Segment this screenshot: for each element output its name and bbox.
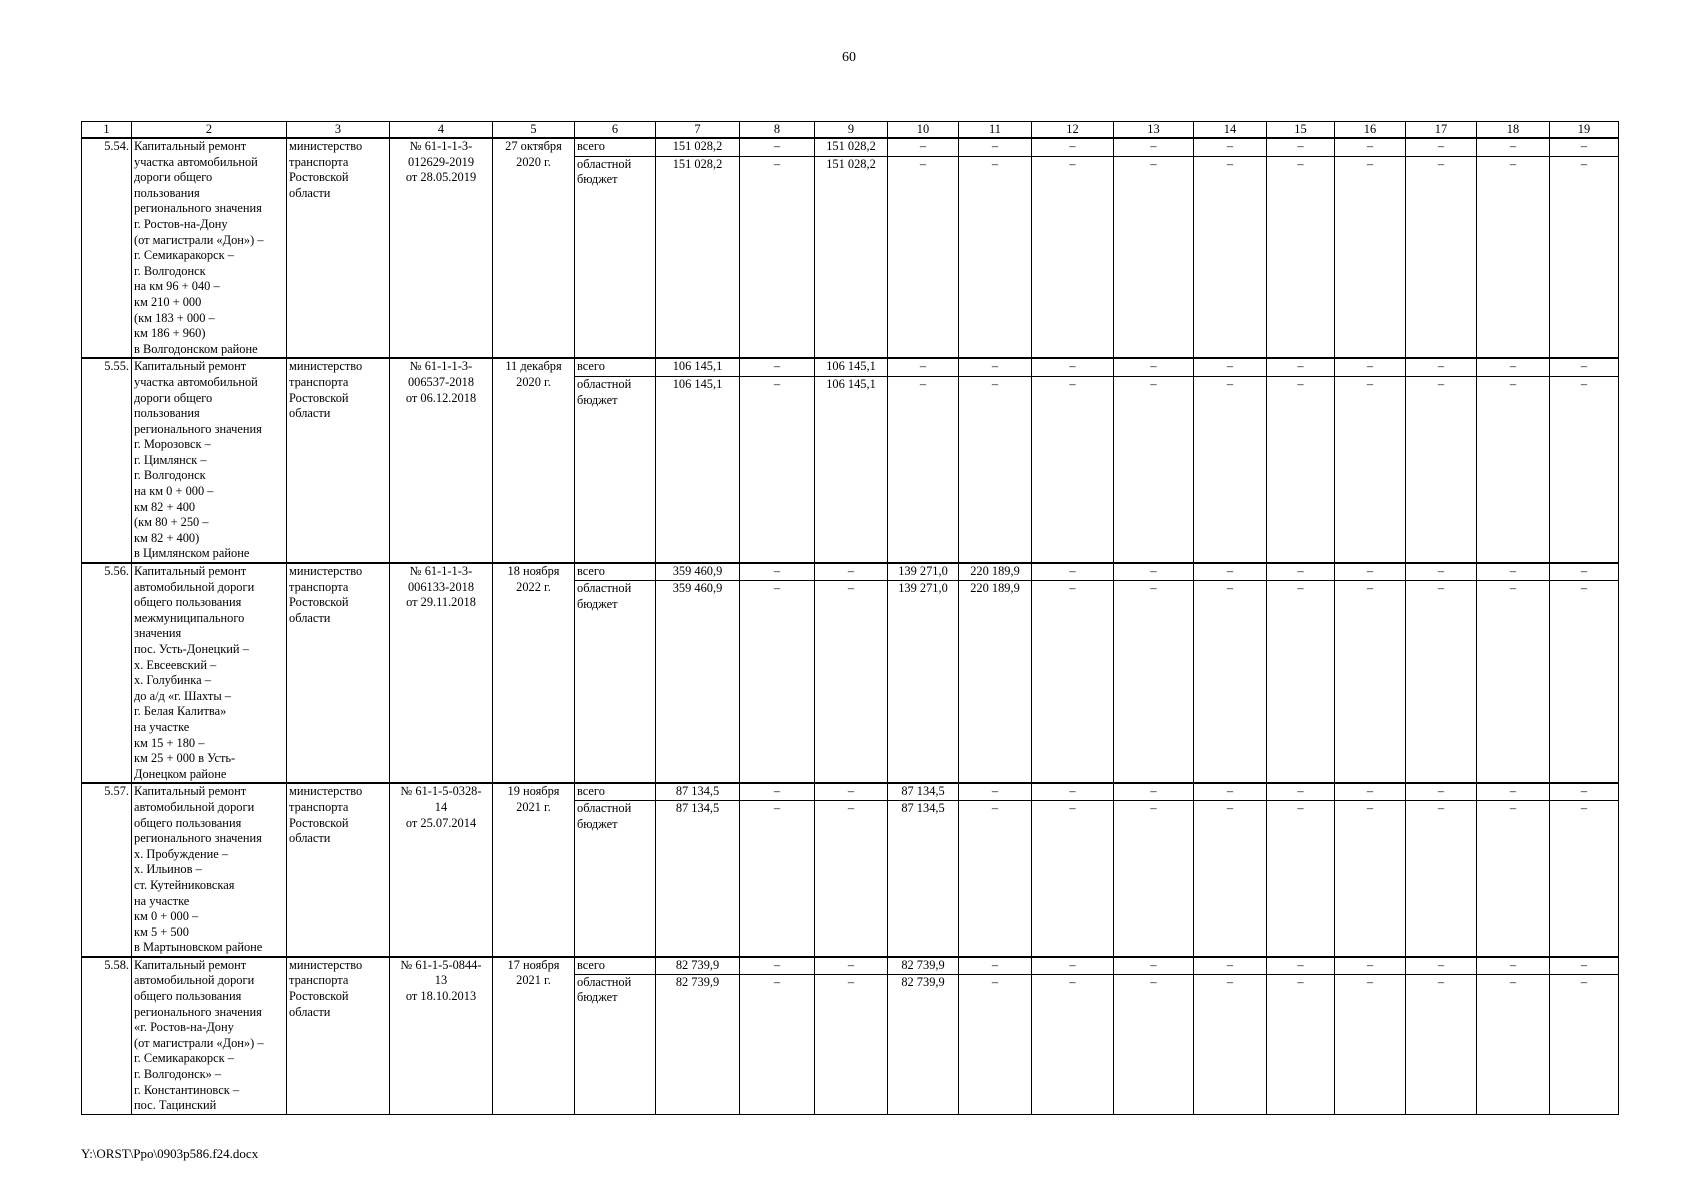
amount-cell: –	[1267, 801, 1335, 957]
amount-cell: –	[740, 974, 815, 1114]
amount-cell: 87 134,5	[656, 801, 740, 957]
amount-cell: 151 028,2	[815, 156, 888, 358]
amount-cell: –	[815, 974, 888, 1114]
amount-cell: –	[1477, 957, 1550, 974]
column-header-7: 7	[656, 122, 740, 139]
amount-cell: –	[1550, 581, 1619, 784]
amount-cell: –	[888, 377, 959, 563]
amount-cell: –	[1477, 138, 1550, 156]
amount-cell: –	[1194, 563, 1267, 581]
amount-cell: –	[1032, 801, 1114, 957]
completion-date: 17 ноября 2021 г.	[493, 957, 575, 1114]
column-header-19: 19	[1550, 122, 1619, 139]
object-name: Капитальный ремонт участка автомобильной дороги общего пользования регионального значения г. Морозовск – г. Цимлянск – г. Волгодонск на км 0 + 000 – км 82 + 400 (км 80 + 250 – км 82 + 400) в Цимлянском районе	[132, 358, 287, 563]
amount-cell: –	[959, 801, 1032, 957]
column-header-14: 14	[1194, 122, 1267, 139]
document-number: № 61-1-5-0328- 14 от 25.07.2014	[390, 783, 493, 957]
funding-source-regional-budget: областной бюджет	[575, 377, 656, 563]
amount-cell: –	[888, 138, 959, 156]
amount-cell: –	[1550, 563, 1619, 581]
amount-cell: –	[1550, 358, 1619, 376]
funding-source-regional-budget: областной бюджет	[575, 974, 656, 1114]
amount-cell: 82 739,9	[888, 957, 959, 974]
column-header-9: 9	[815, 122, 888, 139]
amount-cell: 82 739,9	[656, 957, 740, 974]
amount-cell: –	[1114, 783, 1194, 800]
organization: министерство транспорта Ростовской области	[287, 957, 390, 1114]
amount-cell: –	[1194, 358, 1267, 376]
amount-cell: –	[1114, 563, 1194, 581]
amount-cell: 82 739,9	[656, 974, 740, 1114]
row-number: 5.55.	[82, 358, 132, 563]
amount-cell: 139 271,0	[888, 563, 959, 581]
amount-cell: –	[740, 358, 815, 376]
amount-cell: –	[959, 377, 1032, 563]
amount-cell: –	[740, 156, 815, 358]
funding-source-regional-budget: областной бюджет	[575, 156, 656, 358]
funding-source-total: всего	[575, 563, 656, 581]
amount-cell: –	[1550, 783, 1619, 800]
amount-cell: –	[1194, 581, 1267, 784]
amount-cell: –	[1194, 974, 1267, 1114]
amount-cell: –	[815, 801, 888, 957]
amount-cell: –	[740, 581, 815, 784]
amount-cell: –	[1335, 358, 1406, 376]
amount-cell: –	[1114, 801, 1194, 957]
amount-cell: –	[1194, 156, 1267, 358]
amount-cell: –	[1114, 974, 1194, 1114]
amount-cell: –	[1032, 581, 1114, 784]
amount-cell: –	[1032, 563, 1114, 581]
object-name: Капитальный ремонт участка автомобильной дороги общего пользования регионального значения г. Ростов-на-Дону (от магистрали «Дон») – г. Семикаракорск – г. Волгодонск на км 96 + 040 – км 210 + 000 (км 183 + 000 – км 186 + 960) в Волгодонском районе	[132, 138, 287, 358]
amount-cell: –	[1406, 138, 1477, 156]
completion-date: 11 декабря 2020 г.	[493, 358, 575, 563]
amount-cell: –	[888, 358, 959, 376]
amount-cell: –	[1267, 156, 1335, 358]
amount-cell: –	[1267, 563, 1335, 581]
amount-cell: –	[1032, 156, 1114, 358]
amount-cell: –	[1477, 377, 1550, 563]
amount-cell: –	[888, 156, 959, 358]
amount-cell: –	[740, 783, 815, 800]
amount-cell: –	[815, 563, 888, 581]
organization: министерство транспорта Ростовской области	[287, 563, 390, 783]
amount-cell: –	[1477, 581, 1550, 784]
amount-cell: –	[1550, 957, 1619, 974]
amount-cell: 151 028,2	[656, 156, 740, 358]
amount-cell: –	[1335, 377, 1406, 563]
column-header-18: 18	[1477, 122, 1550, 139]
amount-cell: –	[740, 138, 815, 156]
amount-cell: –	[1032, 358, 1114, 376]
amount-cell: –	[1550, 138, 1619, 156]
amount-cell: –	[1267, 377, 1335, 563]
column-header-11: 11	[959, 122, 1032, 139]
amount-cell: –	[959, 138, 1032, 156]
amount-cell: –	[740, 563, 815, 581]
amount-cell: –	[1406, 801, 1477, 957]
amount-cell: –	[959, 974, 1032, 1114]
amount-cell: –	[1477, 358, 1550, 376]
funding-source-total: всего	[575, 138, 656, 156]
row-number: 5.54.	[82, 138, 132, 358]
column-header-4: 4	[390, 122, 493, 139]
table-row	[82, 957, 1619, 974]
column-header-15: 15	[1267, 122, 1335, 139]
amount-cell: –	[1550, 377, 1619, 563]
document-number: № 61-1-5-0844- 13 от 18.10.2013	[390, 957, 493, 1114]
amount-cell: –	[1114, 156, 1194, 358]
amount-cell: –	[959, 358, 1032, 376]
amount-cell: –	[1550, 974, 1619, 1114]
organization: министерство транспорта Ростовской области	[287, 783, 390, 957]
funding-source-regional-budget: областной бюджет	[575, 801, 656, 957]
column-header-3: 3	[287, 122, 390, 139]
amount-cell: –	[1114, 581, 1194, 784]
column-header-8: 8	[740, 122, 815, 139]
amount-cell: –	[1406, 783, 1477, 800]
budget-table	[81, 121, 1619, 1115]
amount-cell: –	[740, 377, 815, 563]
funding-source-total: всего	[575, 783, 656, 800]
row-number: 5.56.	[82, 563, 132, 783]
amount-cell: –	[959, 156, 1032, 358]
amount-cell: –	[815, 783, 888, 800]
amount-cell: 220 189,9	[959, 581, 1032, 784]
amount-cell: 87 134,5	[888, 801, 959, 957]
amount-cell: 139 271,0	[888, 581, 959, 784]
organization: министерство транспорта Ростовской области	[287, 358, 390, 563]
amount-cell: 87 134,5	[888, 783, 959, 800]
amount-cell: –	[1032, 974, 1114, 1114]
amount-cell: 87 134,5	[656, 783, 740, 800]
object-name: Капитальный ремонт автомобильной дороги общего пользования межмуниципального значения пос. Усть-Донецкий – х. Евсеевский – х. Голубинка – до а/д «г. Шахты – г. Белая Калитва» на участке км 15 + 180 – км 25 + 000 в Усть- Донецком районе	[132, 563, 287, 783]
column-header-12: 12	[1032, 122, 1114, 139]
completion-date: 19 ноября 2021 г.	[493, 783, 575, 957]
amount-cell: –	[1406, 974, 1477, 1114]
organization: министерство транспорта Ростовской области	[287, 138, 390, 358]
amount-cell: –	[1267, 974, 1335, 1114]
document-number: № 61-1-1-3- 012629-2019 от 28.05.2019	[390, 138, 493, 358]
object-name: Капитальный ремонт автомобильной дороги общего пользования регионального значения х. Пробуждение – х. Ильинов – ст. Кутейниковская на участке км 0 + 000 – км 5 + 500 в Мартыновском районе	[132, 783, 287, 957]
amount-cell: –	[1194, 957, 1267, 974]
row-number: 5.58.	[82, 957, 132, 1114]
funding-source-regional-budget: областной бюджет	[575, 581, 656, 784]
amount-cell: –	[1406, 156, 1477, 358]
amount-cell: –	[1194, 377, 1267, 563]
amount-cell: –	[1477, 783, 1550, 800]
amount-cell: –	[1267, 957, 1335, 974]
column-number-row	[82, 122, 1619, 139]
amount-cell: 151 028,2	[656, 138, 740, 156]
amount-cell: –	[1267, 358, 1335, 376]
amount-cell: –	[1477, 156, 1550, 358]
amount-cell: –	[959, 957, 1032, 974]
column-header-5: 5	[493, 122, 575, 139]
document-number: № 61-1-1-3- 006537-2018 от 06.12.2018	[390, 358, 493, 563]
amount-cell: –	[1550, 156, 1619, 358]
amount-cell: –	[1114, 957, 1194, 974]
amount-cell: –	[959, 783, 1032, 800]
amount-cell: 106 145,1	[815, 358, 888, 376]
row-number: 5.57.	[82, 783, 132, 957]
funding-source-total: всего	[575, 358, 656, 376]
amount-cell: –	[1406, 358, 1477, 376]
column-header-10: 10	[888, 122, 959, 139]
column-header-13: 13	[1114, 122, 1194, 139]
document-number: № 61-1-1-3- 006133-2018 от 29.11.2018	[390, 563, 493, 783]
amount-cell: –	[815, 957, 888, 974]
amount-cell: 359 460,9	[656, 581, 740, 784]
amount-cell: –	[1335, 563, 1406, 581]
amount-cell: –	[1267, 581, 1335, 784]
amount-cell: –	[815, 581, 888, 784]
amount-cell: –	[1194, 783, 1267, 800]
amount-cell: 106 145,1	[815, 377, 888, 563]
amount-cell: –	[1550, 801, 1619, 957]
column-header-1: 1	[82, 122, 132, 139]
amount-cell: –	[1335, 974, 1406, 1114]
table-row	[82, 563, 1619, 581]
amount-cell: –	[1406, 563, 1477, 581]
amount-cell: –	[1335, 957, 1406, 974]
table-row	[82, 138, 1619, 156]
column-header-6: 6	[575, 122, 656, 139]
amount-cell: –	[1032, 957, 1114, 974]
page-number: 60	[842, 50, 856, 65]
amount-cell: –	[1335, 581, 1406, 784]
funding-source-total: всего	[575, 957, 656, 974]
amount-cell: –	[1335, 783, 1406, 800]
amount-cell: 82 739,9	[888, 974, 959, 1114]
amount-cell: –	[1194, 801, 1267, 957]
amount-cell: –	[1406, 957, 1477, 974]
column-header-2: 2	[132, 122, 287, 139]
amount-cell: –	[1194, 138, 1267, 156]
table-header	[82, 122, 1619, 139]
amount-cell: 220 189,9	[959, 563, 1032, 581]
amount-cell: 359 460,9	[656, 563, 740, 581]
amount-cell: 151 028,2	[815, 138, 888, 156]
completion-date: 27 октября 2020 г.	[493, 138, 575, 358]
table-row	[82, 783, 1619, 800]
amount-cell: –	[1114, 138, 1194, 156]
amount-cell: 106 145,1	[656, 358, 740, 376]
amount-cell: –	[1477, 563, 1550, 581]
amount-cell: –	[1032, 377, 1114, 563]
amount-cell: –	[1032, 138, 1114, 156]
amount-cell: –	[1335, 801, 1406, 957]
completion-date: 18 ноября 2022 г.	[493, 563, 575, 783]
amount-cell: –	[1335, 138, 1406, 156]
column-header-17: 17	[1406, 122, 1477, 139]
amount-cell: 106 145,1	[656, 377, 740, 563]
amount-cell: –	[740, 957, 815, 974]
amount-cell: –	[1477, 801, 1550, 957]
amount-cell: –	[740, 801, 815, 957]
table-body	[82, 138, 1619, 1114]
amount-cell: –	[1267, 138, 1335, 156]
object-name: Капитальный ремонт автомобильной дороги общего пользования регионального значения «г. Ростов-на-Дону (от магистрали «Дон») – г. Семикаракорск – г. Волгодонск» – г. Константиновск – пос. Тацинский	[132, 957, 287, 1114]
amount-cell: –	[1335, 156, 1406, 358]
column-header-16: 16	[1335, 122, 1406, 139]
amount-cell: –	[1114, 377, 1194, 563]
amount-cell: –	[1032, 783, 1114, 800]
amount-cell: –	[1406, 581, 1477, 784]
amount-cell: –	[1267, 783, 1335, 800]
amount-cell: –	[1477, 974, 1550, 1114]
footer-file-path: Y:\ORST\Ppo\0903p586.f24.docx	[81, 1146, 259, 1161]
table-row	[82, 358, 1619, 376]
amount-cell: –	[1114, 358, 1194, 376]
amount-cell: –	[1406, 377, 1477, 563]
